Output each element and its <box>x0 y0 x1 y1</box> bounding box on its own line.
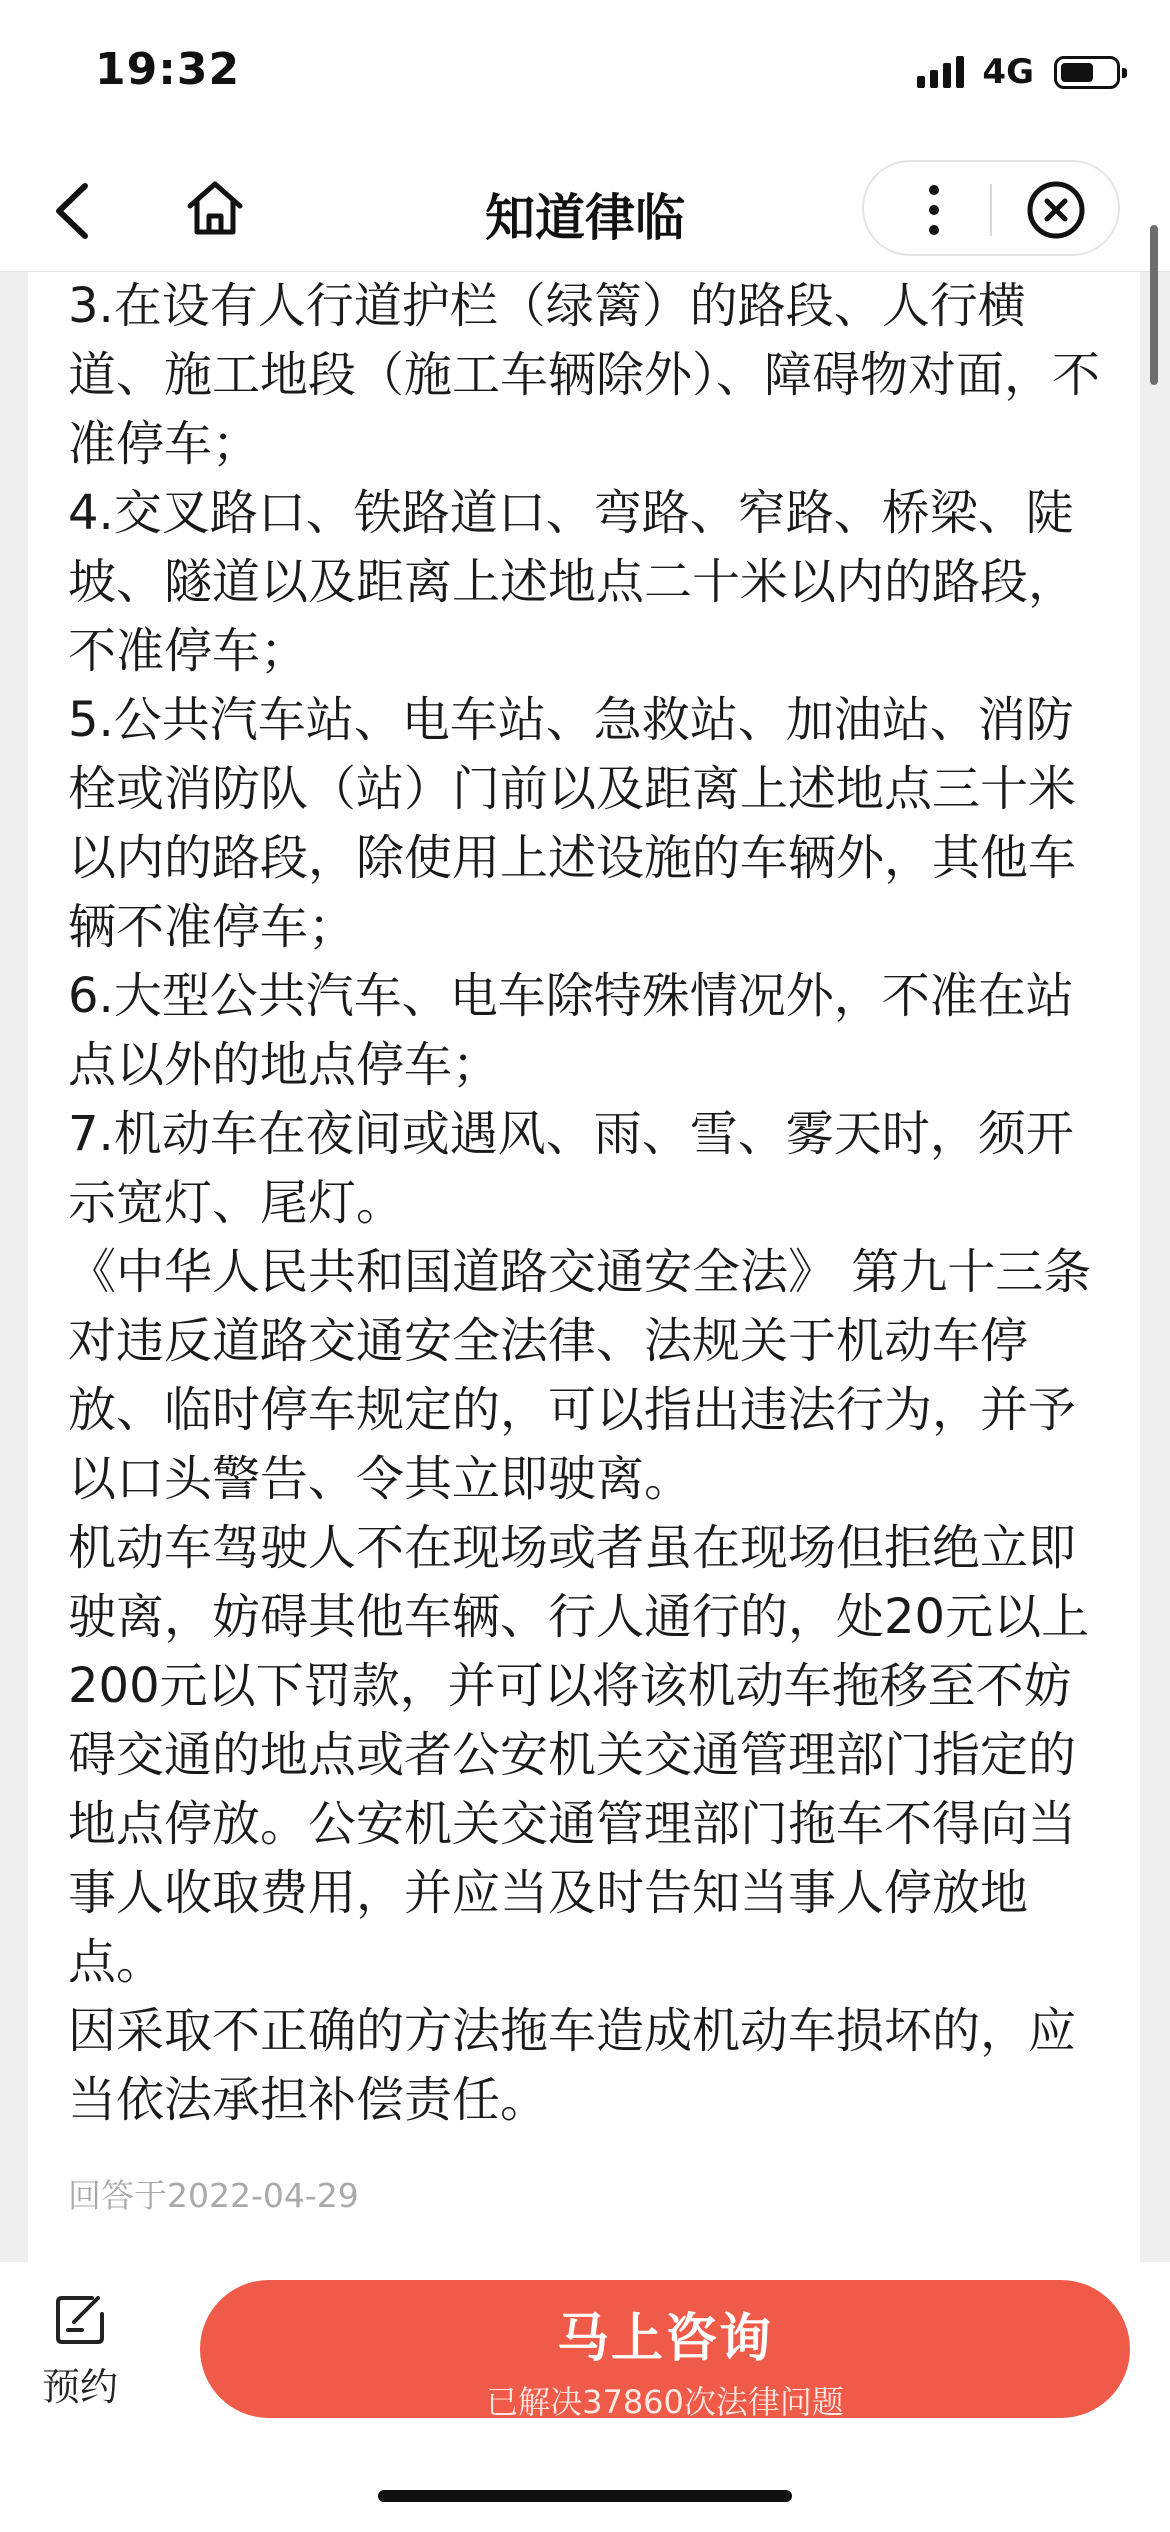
answer-card <box>28 272 1140 2262</box>
answer-paragraph: 7.机动车在夜间或遇风、雨、雪、雾天时，须开示宽灯、尾灯。 <box>68 1106 1074 1231</box>
reserve-button[interactable] <box>30 2292 130 2411</box>
edit-icon <box>52 2292 108 2348</box>
answer-date: 回答于2022-04-29 <box>68 2176 359 2215</box>
answer-paragraph: 机动车驾驶人不在现场或者虽在现场但拒绝立即驶离，妨碍其他车辆、行人通行的，处20元以上200元以下罚款，并可以将该机动车拖移至不妨碍交通的地点或者公安机关交通管理部门指定的地点停放。公安机关交通管理部门拖车不得向当事人收取费用，并应当及时告知当事人停放地点。 <box>68 1520 1090 1990</box>
capsule-divider <box>990 184 992 236</box>
status-indicators <box>917 52 1120 92</box>
answer-paragraph: 5.公共汽车站、电车站、急救站、加油站、消防栓或消防队（站）门前以及距离上述地点三十米以内的路段，除使用上述设施的车辆外，其他车辆不准停车； <box>68 692 1077 955</box>
scrollbar-thumb[interactable] <box>1150 225 1158 385</box>
nav-bar <box>0 150 1170 272</box>
answer-body <box>68 272 1108 2135</box>
network-label: 4G <box>982 52 1034 92</box>
consult-title: 马上咨询 <box>556 2309 773 2369</box>
home-indicator[interactable] <box>378 2490 792 2502</box>
more-icon[interactable] <box>919 182 949 238</box>
consult-subtitle: 已解决37860次法律问题 <box>486 2383 844 2421</box>
answer-paragraph: 《中华人民共和国道路交通安全法》 第九十三条 对违反道路交通安全法律、法规关于机动车停放、临时停车规定的，可以指出违法行为，并予以口头警告、令其立即驶离。 <box>68 1244 1092 1507</box>
answer-paragraph: 4.交叉路口、铁路道口、弯路、窄路、桥梁、陡坡、隧道以及距离上述地点二十米以内的路段，不准停车； <box>68 485 1077 679</box>
miniapp-capsule <box>862 160 1120 256</box>
signal-icon <box>917 56 964 88</box>
page-title: 知道律临 <box>485 189 685 247</box>
status-bar <box>0 0 1170 150</box>
answer-paragraph: 因采取不正确的方法拖车造成机动车损坏的，应当依法承担补偿责任。 <box>68 2003 1077 2128</box>
reserve-label: 预约 <box>41 2365 118 2409</box>
status-time: 19:32 <box>95 44 241 95</box>
answer-paragraph: 3.在设有人行道护栏（绿篱）的路段、人行横道、施工地段（施工车辆除外）、障碍物对面，不准停车； <box>68 278 1101 472</box>
answer-paragraph: 6.大型公共汽车、电车除特殊情况外，不准在站点以外的地点停车； <box>68 968 1074 1093</box>
consult-now-button[interactable] <box>200 2280 1130 2421</box>
close-icon[interactable] <box>1024 178 1088 242</box>
battery-icon <box>1054 56 1120 89</box>
